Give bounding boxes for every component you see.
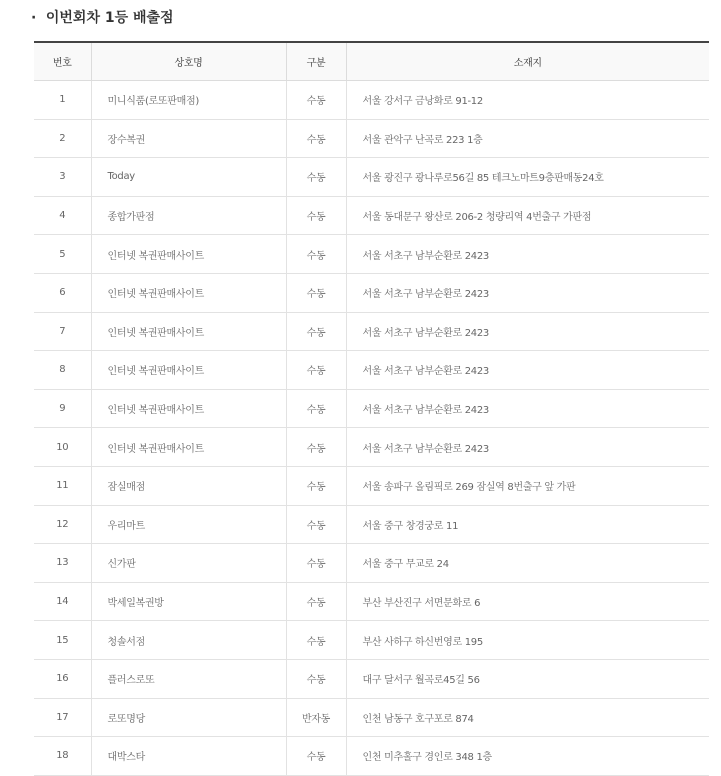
store-name: 로또명당	[91, 698, 286, 737]
purchase-type: 수동	[286, 235, 346, 274]
store-address: 서울 중구 창경궁로 11	[346, 505, 709, 544]
purchase-type: 수동	[286, 119, 346, 158]
section-bullet: ·	[31, 10, 37, 26]
store-address: 서울 송파구 올림픽로 269 잠실역 8번출구 앞 가판	[346, 466, 709, 505]
store-name: 우리마트	[91, 505, 286, 544]
table-row	[34, 119, 709, 158]
table-row	[34, 621, 709, 660]
store-address: 부산 사하구 하신번영로 195	[346, 621, 709, 660]
table-row	[34, 351, 709, 390]
store-name: 인터넷 복권판매사이트	[91, 235, 286, 274]
row-number: 18	[34, 737, 91, 776]
store-name: 청솔서점	[91, 621, 286, 660]
row-number: 4	[34, 196, 91, 235]
row-number: 1	[34, 81, 91, 120]
store-address: 서울 서초구 남부순환로 2423	[346, 312, 709, 351]
row-number: 6	[34, 273, 91, 312]
purchase-type: 수동	[286, 544, 346, 583]
table-row	[34, 582, 709, 621]
row-number: 11	[34, 466, 91, 505]
table-row	[34, 659, 709, 698]
row-number: 3	[34, 158, 91, 197]
table-row	[34, 312, 709, 351]
store-address: 서울 서초구 남부순환로 2423	[346, 273, 709, 312]
row-number: 12	[34, 505, 91, 544]
row-number: 16	[34, 659, 91, 698]
table-row	[34, 158, 709, 197]
store-address: 서울 동대문구 왕산로 206-2 청량리역 4번출구 가판점	[346, 196, 709, 235]
purchase-type: 수동	[286, 582, 346, 621]
store-name: Today	[91, 158, 286, 197]
store-name: 인터넷 복권판매사이트	[91, 389, 286, 428]
store-address: 서울 관악구 난곡로 223 1층	[346, 119, 709, 158]
store-address: 서울 서초구 남부순환로 2423	[346, 428, 709, 467]
purchase-type: 수동	[286, 505, 346, 544]
row-number: 15	[34, 621, 91, 660]
table-row	[34, 81, 709, 120]
store-name: 인터넷 복권판매사이트	[91, 312, 286, 351]
row-number: 13	[34, 544, 91, 583]
purchase-type: 수동	[286, 273, 346, 312]
table-row	[34, 235, 709, 274]
purchase-type: 수동	[286, 81, 346, 120]
header-address: 소재지	[346, 42, 709, 81]
header-name: 상호명	[91, 42, 286, 81]
purchase-type: 수동	[286, 389, 346, 428]
row-number: 5	[34, 235, 91, 274]
store-address: 인천 미추홀구 경인로 348 1층	[346, 737, 709, 776]
store-name: 인터넷 복권판매사이트	[91, 273, 286, 312]
row-number: 14	[34, 582, 91, 621]
store-address: 서울 중구 무교로 24	[346, 544, 709, 583]
purchase-type: 수동	[286, 312, 346, 351]
table-row	[34, 389, 709, 428]
purchase-type: 반자동	[286, 698, 346, 737]
store-name: 신가판	[91, 544, 286, 583]
table-row	[34, 466, 709, 505]
store-address: 부산 부산진구 서면문화로 6	[346, 582, 709, 621]
purchase-type: 수동	[286, 621, 346, 660]
header-no: 번호	[34, 42, 91, 81]
store-name: 인터넷 복권판매사이트	[91, 351, 286, 390]
store-name: 플러스로또	[91, 659, 286, 698]
store-name: 박세일복권방	[91, 582, 286, 621]
purchase-type: 수동	[286, 466, 346, 505]
table-row	[34, 698, 709, 737]
store-address: 서울 강서구 금낭화로 91-12	[346, 81, 709, 120]
row-number: 9	[34, 389, 91, 428]
header-type: 구분	[286, 42, 346, 81]
store-address: 서울 서초구 남부순환로 2423	[346, 235, 709, 274]
store-name: 대박스타	[91, 737, 286, 776]
purchase-type: 수동	[286, 737, 346, 776]
purchase-type: 수동	[286, 158, 346, 197]
table-row	[34, 544, 709, 583]
winning-stores-table	[34, 41, 709, 776]
row-number: 17	[34, 698, 91, 737]
table-row	[34, 273, 709, 312]
store-address: 인천 남동구 호구포로 874	[346, 698, 709, 737]
store-address: 서울 서초구 남부순환로 2423	[346, 389, 709, 428]
table-header-row	[34, 42, 709, 81]
row-number: 2	[34, 119, 91, 158]
row-number: 10	[34, 428, 91, 467]
table-row	[34, 737, 709, 776]
store-name: 장수복권	[91, 119, 286, 158]
purchase-type: 수동	[286, 351, 346, 390]
purchase-type: 수동	[286, 196, 346, 235]
purchase-type: 수동	[286, 428, 346, 467]
table-row	[34, 505, 709, 544]
store-name: 인터넷 복권판매사이트	[91, 428, 286, 467]
store-address: 서울 서초구 남부순환로 2423	[346, 351, 709, 390]
store-address: 서울 광진구 광나루로56길 85 테크노마트9층판매동24호	[346, 158, 709, 197]
table-row	[34, 196, 709, 235]
section-title-text: 이번회차 1등 배출점	[45, 10, 174, 26]
row-number: 8	[34, 351, 91, 390]
table-row	[34, 428, 709, 467]
store-name: 잠실매점	[91, 466, 286, 505]
row-number: 7	[34, 312, 91, 351]
store-address: 대구 달서구 월곡로45길 56	[346, 659, 709, 698]
store-name: 종합가판점	[91, 196, 286, 235]
section-title	[31, 7, 174, 29]
store-name: 미니식품(로또판매점)	[91, 81, 286, 120]
purchase-type: 수동	[286, 659, 346, 698]
